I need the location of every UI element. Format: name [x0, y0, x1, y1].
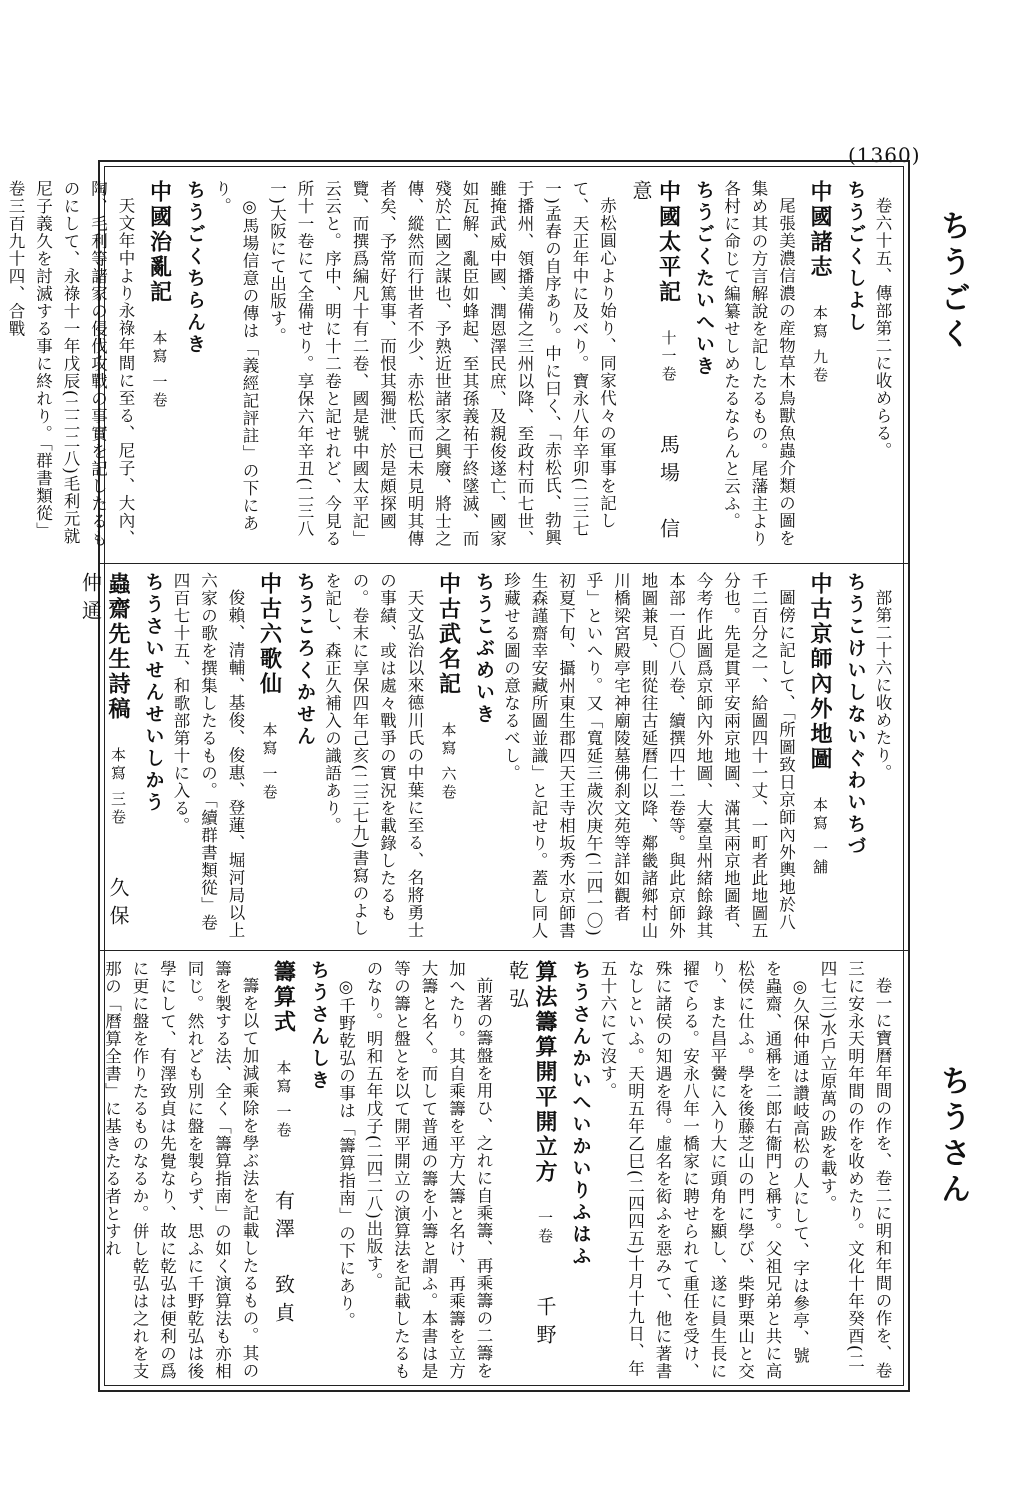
entry-volume: 十一卷	[659, 330, 678, 384]
entry-reading-heading: ちうごくたいへいき	[693, 180, 715, 378]
entry-body-text: ◎千野乾弘の事は「籌算指南」の下にあり。	[336, 976, 356, 1329]
entry-author: 有澤 致貞	[271, 1189, 296, 1330]
entry-title-text: 中國諸志	[807, 180, 833, 305]
entry-body-text: ◎久保仲通は讚岐高松の人にして、字は參亭、號を蟲齋、通稱を二郎右衞門と稱す。父祖兄弟と共に高松侯に仕ふ。學を後藤芝山の門に學び、柴野栗山と交り、また昌平黌に入り大に頭角を顯し、遂に員生長に擢でらる。安永八年一橋家に聘せられて重任を受け、殊に諸侯の知遇を得。虛名を衒ふを惡みて、他に著書なしといふ。天明五年乙巳(二四四五)十月十九日、年五十六にて沒す。	[598, 960, 810, 1380]
entry-volume: 一卷	[536, 1210, 554, 1246]
running-head-bottom: ちうさん	[935, 1065, 970, 1209]
entry-body-text: ◎馬場信意の傳は「義經記評註」の下にあり。	[212, 180, 259, 532]
entry-reading-heading: ちうこけいしないぐわいちづ	[844, 572, 867, 858]
entry-title-text: 籌算式	[270, 960, 297, 1060]
entry-title-text: 中國治亂記	[146, 180, 173, 330]
entry-body-text: 天文年中より永祿年間に至る、尼子、大內、陶、毛利等諸家の侵伐攻戰の事實を記したるものにして、永祿十一年戊辰(二二二八)毛利元就尼子義久を討滅する事に終れり。「群書類從」卷三百九十四、合戰	[6, 180, 135, 548]
entry-title	[806, 180, 834, 555]
entry-body-text: 部第二十六に收めたり。	[873, 588, 892, 781]
entry-body-text: 卷六十五、傳部第二に收めらる。	[873, 196, 892, 459]
band-divider	[98, 950, 910, 951]
entry-body-text: 卷一に寶曆年間の作を、卷二に明和年間の作を、卷三に安永天明年間の作を收めたり。文化十年癸酉(二四七三)水戶立原萬の跋を載す。	[818, 960, 892, 1379]
entry-title	[76, 572, 131, 961]
entry-reading-heading: ちうこぶめいき	[473, 572, 495, 726]
entry-body-text: 赤松圓心より始り、同家代々の軍事を記して、天正年中に及べり。寶永八年辛卯(二三七一)孟春の自序あり。中に曰く、「赤松氏、勃興于播州、領播美備之三州以降、至政村而七世、雖掩武威中國、潤恩澤民庶、及親俊遂亡、國家如瓦解、亂臣如蜂起、至其孫義祐于終墜滅、而殘於亡國之謀也、予熟近世諸家之興廢、將士之傳、縱然而行世者不少、赤松氏而已未見明其傳者矣、予常好篤事、而恨其獨泄、於是頗探國覽、而撰爲編凡十有二卷、國是號中國太平記」云云と。序中、明に十二卷と記せれど、今見る所十一卷にて全備せり。享保六年辛丑(二三八一)大阪にて出版す。	[267, 180, 617, 548]
page-number: (1360)	[848, 143, 921, 167]
entry-body-text: 俊賴、清輔、基俊、俊惠、登蓮、堀河局以上六家の歌を撰集したるもの。「續群書類從」卷四百七十五、和歌部第十に入る。	[171, 572, 245, 939]
entry-title-text: 中古六歌仙	[256, 572, 283, 722]
entry-volume: 本寫 一舖	[811, 797, 829, 877]
entry-title	[145, 180, 173, 555]
entry-reading-heading: ちうさいせんせいしかう	[142, 572, 165, 814]
entry-title-text: 算法籌算開平開立方	[532, 960, 558, 1210]
entry-volume: 本寫 三卷	[109, 747, 127, 827]
entry-title	[627, 180, 682, 555]
entry-title-text: 中古武名記	[435, 572, 462, 722]
entry-body-text: 尾張美濃信濃の産物草木鳥獸魚蟲介類の圖を集め其の方言解說を記したるもの。尾藩主より各村に命じて編纂せしめたるならんと云ふ。	[721, 180, 796, 548]
entry-body-text: 圖傍に記して、「所圖致日京師內外輿地於八千二百分之一、給圖四十一丈、一町者此地圖五分也。先是貫平安兩京地圖、滿其兩京地圖者、今考作此圖爲京師內外地圖、大臺皇州緒餘錄其本部一百〇八卷、續撰四十二卷等。與此京師外地圖兼見、則從往古延曆仁以降、鄰畿諸鄉村山川橋梁宮殿亭宅神廟陵墓佛刹文苑等詳如觀者乎」といへり。又「寬延三歲次庚午(二四一〇)初夏下旬、攝州東生郡四天王寺相坂秀水京師書生森謹齋幸安藏所圖並識」と記せり。蓋し同人珍藏せる圖の意なるべし。	[501, 572, 796, 940]
text-band-top	[6, 180, 896, 555]
entry-reading-heading: ちうごくしよし	[844, 180, 867, 334]
entry-author: 久保 仲通	[78, 572, 130, 961]
entry-volume: 本寫 一卷	[274, 1060, 293, 1140]
entry-volume: 本寫 一卷	[260, 722, 279, 802]
text-band-bottom	[102, 960, 896, 1380]
entry-volume: 本寫 六卷	[439, 722, 458, 802]
entry-author: 馬場 信意	[629, 180, 681, 546]
entry-title-text: 中國太平記	[655, 180, 682, 330]
entry-body-text: 前著の籌盤を用ひ、之れに自乘籌、再乘籌の二籌を加へたり。其自乘籌を平方大籌と名け、再乘籌を立方大籌と名く。而して普通の籌を小籌と謂ふ。本書は是等の籌と盤とを以て開平開立の演算法を記載したるものなり。明和五年戊子(二四二八)出版す。	[364, 960, 493, 1380]
text-band-middle	[78, 572, 896, 961]
entry-title	[806, 572, 834, 942]
entry-title-text: 蟲齋先生詩稿	[105, 572, 131, 747]
entry-title	[434, 572, 462, 942]
entry-author: 千野 乾弘	[505, 960, 557, 1380]
entry-volume: 本寫 一卷	[150, 330, 169, 410]
entry-body-text: 籌を以て加減乘除を學ぶ法を記載したるもの。其の籌を製する法、全く「籌算指南」の如く演算法も亦相同じ。然れども別に盤を製らず、思ふに千野乾弘は後學にして、有澤致貞は先覺なり、故に乾弘は便利の爲に更に盤を作りたるものなるか。併し乾弘は之れを支那の「曆算全書」に基きたる者とすれ	[102, 960, 259, 1380]
entry-volume: 本寫 九卷	[811, 305, 829, 385]
entry-title-text: 中古京師內外地圖	[807, 572, 833, 797]
running-head-top: ちうごく	[935, 210, 970, 354]
entry-title	[503, 960, 558, 1380]
entry-title	[255, 572, 283, 942]
entry-reading-heading: ちうころくかせん	[294, 572, 316, 748]
band-divider	[98, 563, 910, 564]
entry-reading-heading: ちうさんかいへいかいりふはふ	[569, 960, 592, 1268]
entry-title	[269, 960, 297, 1380]
entry-body-text: 天文弘治以來德川氏の中葉に至る、名將勇士の事績、或は處々戰爭の實況を載錄したるもの。卷末に享保四年己亥(二三七九)書寫のよしを記し、森正久補入の識語あり。	[322, 572, 424, 939]
entry-reading-heading: ちうごくちらんき	[184, 180, 206, 356]
entry-reading-heading: ちうさんしき	[308, 960, 330, 1092]
